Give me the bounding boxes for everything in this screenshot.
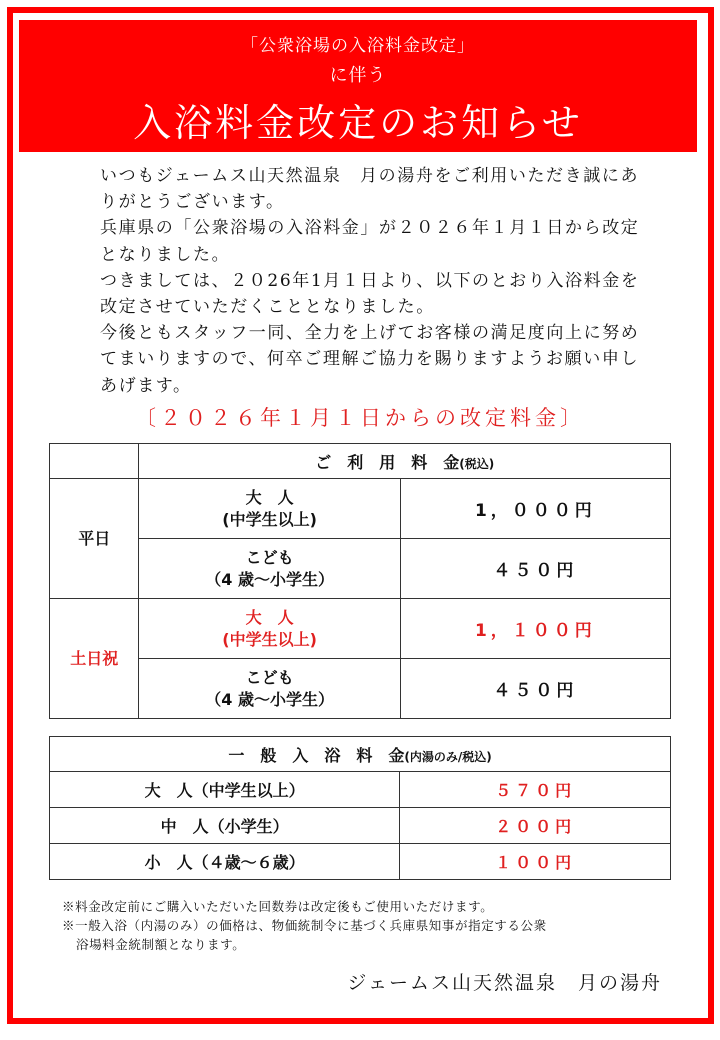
notice-body	[80, 163, 650, 399]
table-header	[50, 737, 671, 772]
empty-cell	[50, 444, 139, 479]
table-row	[50, 479, 671, 539]
price-cell: ４５０円	[400, 539, 670, 599]
footnote: ※一般入浴（内湯のみ）の価格は、物価統制令に基づく兵庫県知事が指定する公衆	[62, 918, 547, 933]
category-cell	[139, 599, 400, 659]
signature: ジェームス山天然温泉 月の湯舟	[347, 972, 662, 994]
category-label: こども	[245, 547, 294, 567]
category-cell: 小 人（４歳～６歳）	[50, 844, 400, 880]
category-sub: (中学生以上)	[222, 509, 317, 529]
paragraph: 兵庫県の「公衆浴場の入浴料金」が２０２６年１月１日から改定となりました。	[100, 218, 640, 265]
fee-table	[49, 443, 671, 719]
table-row	[50, 808, 671, 844]
general-bath-table	[49, 736, 671, 880]
paragraph: つきましては、２０26年1月１日より、以下のとおり入浴料金を改定させていただくこととなりました。	[100, 270, 640, 318]
header-banner	[19, 20, 697, 152]
group-label-weekday: 平日	[50, 479, 139, 599]
table-row	[50, 599, 671, 659]
price-cell: ４５０円	[400, 659, 670, 719]
price-cell: 1，０００円	[400, 479, 670, 539]
footnote-continuation: 浴場料金統制額となります。	[76, 937, 246, 952]
paragraph: いつもジェームス山天然温泉 月の湯舟をご利用いただき誠にありがとうございます。	[100, 166, 640, 213]
table-row	[50, 772, 671, 808]
table-row	[50, 844, 671, 880]
category-sub: (中学生以上)	[222, 629, 317, 649]
category-cell	[139, 659, 400, 719]
category-sub: （4 歳～小学生）	[205, 569, 334, 589]
header-note: (税込)	[459, 456, 495, 471]
footnotes	[62, 897, 547, 954]
paragraph: 今後ともスタッフ一同、全力を上げてお客様の満足度向上に努めてまいりますので、何卒ご理解ご協力を賜りますようお願い申しあげます。	[100, 323, 640, 396]
category-sub: （4 歳～小学生）	[205, 689, 334, 709]
price-cell: １００円	[400, 844, 671, 880]
table-row	[50, 539, 671, 599]
table-header-row	[50, 737, 671, 772]
header-subtitle: 「公衆浴場の入浴料金改定」	[241, 36, 475, 56]
table-row	[50, 659, 671, 719]
header-note: (内湯のみ/税込)	[404, 749, 492, 764]
price-cell: ５７０円	[400, 772, 671, 808]
page-title: 入浴料金改定のお知らせ	[133, 101, 583, 145]
category-cell: 大 人（中学生以上）	[50, 772, 400, 808]
header-label: ご 利 用 料 金	[315, 452, 460, 472]
table-header	[139, 444, 671, 479]
header-label: 一 般 入 浴 料 金	[228, 745, 405, 765]
footnote: ※料金改定前にご購入いただいた回数券は改定後もご使用いただけます。	[62, 899, 494, 914]
category-label: 大 人	[245, 607, 294, 627]
section-title: 〔２０２６年１月１日からの改定料金〕	[135, 406, 585, 430]
category-cell	[139, 479, 400, 539]
price-cell: ２００円	[400, 808, 671, 844]
category-label: 大 人	[245, 487, 294, 507]
table-header-row	[50, 444, 671, 479]
category-label: こども	[245, 667, 294, 687]
category-cell: 中 人（小学生）	[50, 808, 400, 844]
header-connector: に伴う	[329, 65, 387, 86]
group-label-weekend-holiday: 土日祝	[50, 599, 139, 719]
category-cell	[139, 539, 400, 599]
price-cell: 1，１００円	[400, 599, 670, 659]
